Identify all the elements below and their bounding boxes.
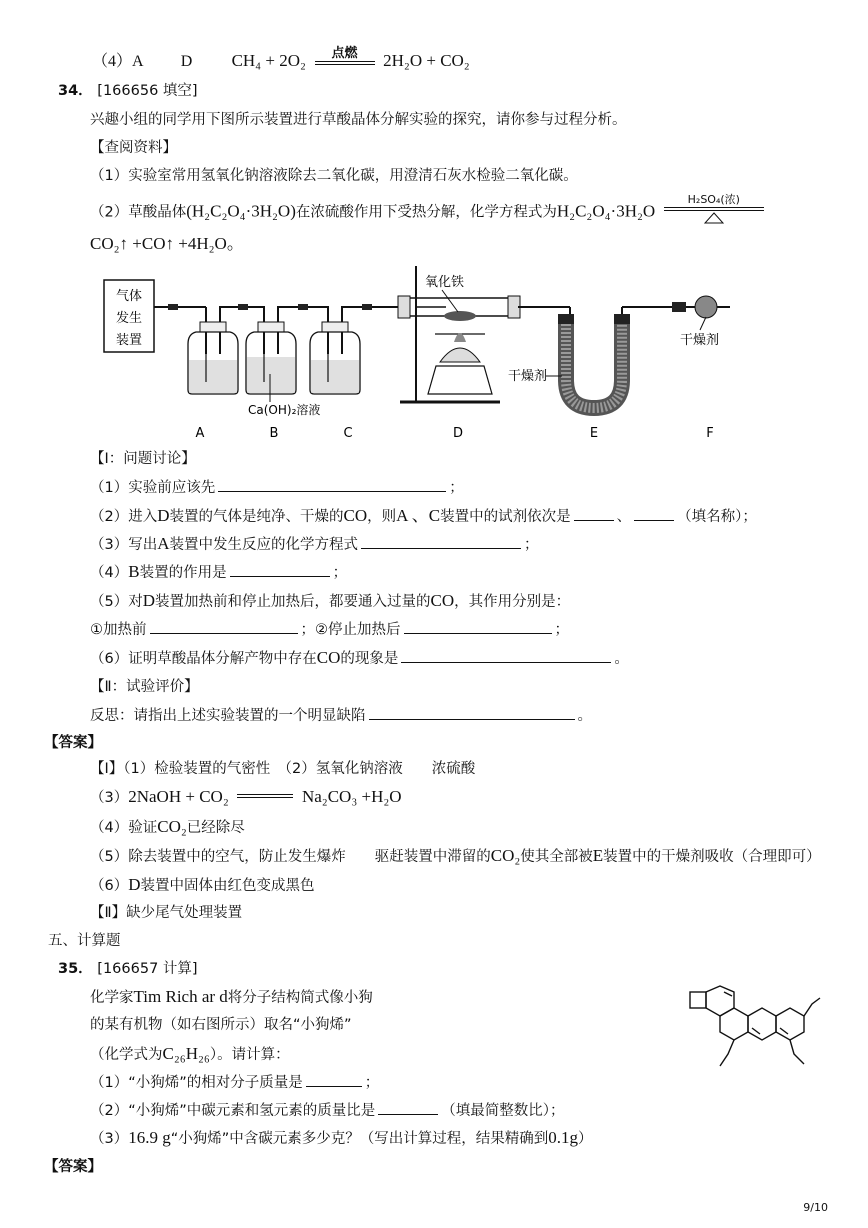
q34-s3-A: A [157,534,170,553]
q34-a5-co2: CO₂ [490,846,521,865]
heat-triangle-icon [704,212,724,224]
q34-s6: （6）证明草酸晶体分解产物中存在CO的现象是 。 [90,648,629,667]
q34-s6-co: CO [316,648,341,667]
q34-s5 [90,590,570,613]
blank-s5-1[interactable] [150,618,298,634]
q34-a3-right: Na₂CO₃ +H₂O [301,787,402,806]
blank-s6[interactable] [401,647,611,663]
q35-p3-mass: 16.9 g [128,1128,171,1147]
page-number: 9/10 [803,1201,828,1214]
q34-eval-text: 反思：请指出上述实验装置的一个明显缺陷 [90,708,366,724]
q34-s1-text: （1）实验前应该先 [90,480,216,496]
q34-a5-c: 装置中的干燥剂吸收（合理即可） [603,849,821,865]
q35-l3-a: （化学式为 [90,1047,163,1063]
q34-s5-c: ，其作用分别是： [454,594,571,610]
q34-s2: （2）进入D装置的气体是纯净、干燥的CO，则A 、C装置中的试剂依次是 、 （填名称）； [90,506,757,525]
bottle-c [310,322,360,394]
q34-a5-a: （5）除去装置中的空气，防止发生爆炸 驱赶装置中滞留的 [90,849,491,865]
q34-a3-label: （3） [90,790,129,806]
prev-answer-line [92,46,470,73]
q34-a1: 【Ⅰ】（1）检验装置的气密性 （2）氢氧化钠溶液 浓硫酸 [90,761,476,777]
q35-p1-text: （1）“小狗烯”的相对分子质量是 [90,1075,303,1091]
q34-a4-a: （4）验证 [90,820,158,836]
gen-text-1: 气体 [115,289,143,304]
q35-l1-b: 将分子结构简式像小狗 [227,990,373,1006]
q35-l1-name: Tim Rich ar d [133,987,228,1006]
q34-s2-co: CO [343,506,368,525]
q34-s4-B: B [128,562,140,581]
q34-ref2-b: 在浓硫酸作用下受热分解，化学方程式为 [295,204,557,221]
q34-s4-b: 装置的作用是 [139,565,227,581]
q34-s2-d: D [157,506,170,525]
blank-s5-2[interactable] [404,618,552,634]
q34-s5-D: D [142,591,156,610]
q34-s1: （1）实验前应该先 ； [90,476,464,499]
molecule-structure-icon [684,984,824,1074]
q35-l1-a: 化学家 [90,990,134,1006]
q35-l3-formula: C₂₆H₂₆ [162,1044,210,1063]
q34-a6-a: （6） [90,878,129,894]
q35-p3-a: （3） [90,1131,129,1147]
q35-p1 [90,1071,379,1094]
q34-a5-b: 使其全部被 [520,849,593,865]
blank-eval[interactable] [369,704,575,720]
gen-text-3: 装置 [115,333,143,348]
q34-ref2-formula: (H₂C₂O₄·3H₂O) [186,201,296,221]
u-tube-e [558,307,692,408]
q34-ref2-right [90,233,244,256]
section-5-title: 五、计算题 [48,933,121,949]
q34-s2-a: （2）进入 [90,509,158,525]
q34-s4-a: （4） [90,565,129,581]
prev-answer: D [180,53,193,70]
label-f: F [706,426,714,441]
q35-p1-end: ； [364,1075,380,1091]
q34-a4-b: 已经除尽 [186,820,245,836]
q35-header [58,958,198,980]
q35-l2: 的某有机物（如右图所示）取名“小狗烯” [90,1017,352,1033]
q34-a6-b: 装置中固体由红色变成黑色 [140,878,315,894]
q35-p3 [90,1127,593,1150]
q34-a3-left: 2NaOH + CO₂ [128,787,229,806]
label-c: C [343,426,353,441]
q35-p3-prec: 0.1g [548,1128,579,1147]
q34-sec2: 【Ⅱ：试验评价】 [90,679,199,695]
q34-s4: （4）B装置的作用是 ； [90,562,348,581]
q35-p2 [90,1099,565,1122]
q34-header [58,80,198,102]
gen-text-2: 发生 [115,311,143,326]
prev-eq-right: 2H₂O + CO₂ [383,51,470,70]
q35-number: 35． [58,961,93,977]
caoh-label: Ca(OH)₂溶液 [248,403,321,417]
q34-s2-e: 装置中的试剂依次是 [440,509,571,525]
q34-s5-b: 装置加热前和停止加热后，都要通入过量的 [155,594,431,610]
q34-ref-title: 【查阅资料】 [90,140,177,156]
q34-s2-c: ，则 [367,509,397,525]
q34-a7: 【Ⅱ】缺少尾气处理装置 [90,905,243,921]
q34-a6 [90,874,315,897]
q35-l3-b: ）。请计算： [209,1047,290,1063]
q34-a3 [90,786,402,809]
q35-p2-text: （2）“小狗烯”中碳元素和氢元素的质量比是 [90,1103,376,1119]
q35-tag: [166657 计算] [97,961,198,977]
blank-q35-2[interactable] [378,1099,438,1115]
prev-label: （4）A [92,53,144,70]
bottle-b [246,322,296,394]
q35-p3-b: “小狗烯”中含碳元素多少克？（写出计算过程，结果精确到 [170,1131,549,1147]
q34-s5-2: ；②停止加热后 [300,622,401,638]
blank-s1[interactable] [218,476,446,492]
blank-q35-1[interactable] [306,1071,362,1087]
q34-s5-co: CO [430,591,455,610]
q34-s2-f: （填名称）； [677,509,757,525]
q34-ref2-eq-left: H₂C₂O₄·3H₂O [556,201,656,221]
prev-condition [315,47,375,65]
drier-label-f: 干燥剂 [680,333,720,348]
label-d: D [452,426,464,441]
apparatus-diagram [100,262,760,442]
label-e: E [589,426,599,441]
q34-a5 [90,845,821,868]
q34-eval: 反思：请指出上述实验装置的一个明显缺陷 。 [90,704,592,727]
q34-ref2 [90,193,768,228]
prev-condition-text: 点燃 [331,46,358,61]
drier-label-e: 干燥剂 [508,369,548,384]
q34-s5-sub: ①加热前 ；②停止加热后 ； [90,618,569,641]
drying-tube-f [672,296,730,318]
q35-l3 [90,1043,290,1066]
q34-ref1: （1）实验室常用氢氧化钠溶液除去二氧化碳，用澄清石灰水检验二氧化碳。 [90,168,578,184]
bottle-a [188,322,238,394]
q34-ref2-condition [664,193,764,224]
blank-s4[interactable] [230,561,330,577]
q34-intro: 兴趣小组的同学用下图所示装置进行草酸晶体分解实验的探究，请你参与过程分析。 [90,112,627,128]
q34-s3-a: （3）写出 [90,537,158,553]
q34-ref2-eq-right: CO₂↑ +CO↑ +4H₂O。 [90,234,244,253]
q34-s2-b: 装置的气体是纯净、干燥的 [169,509,344,525]
q34-tag: [166656 填空] [97,83,198,99]
q34-number: 34． [58,83,93,99]
q34-a4 [90,816,245,839]
q34-s6-a: （6）证明草酸晶体分解产物中存在 [90,651,317,667]
q34-ref2-a: （2）草酸晶体 [90,204,187,221]
q34-s3: （3）写出A装置中发生反应的化学方程式 ； [90,534,539,553]
q34-ans-title: 【答案】 [44,735,102,751]
q34-s5-a: （5）对 [90,594,143,610]
q34-sec1: 【Ⅰ：问题讨论】 [90,451,196,467]
blank-s3[interactable] [361,533,521,549]
q34-a4-co2: CO₂ [157,817,187,836]
q35-p2-end: （填最简整数比）； [441,1103,565,1119]
a3-equals [237,794,293,798]
blank-s2-2[interactable] [634,505,674,521]
q35-l1 [90,986,373,1009]
label-a: A [195,426,205,441]
q35-p3-c: ） [578,1131,593,1147]
q34-s5-1: ①加热前 [90,622,147,638]
prev-eq-left: CH₄ + 2O₂ [231,51,306,70]
q34-s3-b: 装置中发生反应的化学方程式 [169,537,359,553]
q35-ans-title: 【答案】 [44,1159,102,1175]
oxide-label: 氧化铁 [425,275,465,290]
blank-s2-1[interactable] [574,505,614,521]
q34-s2-ac: A 、C [396,506,441,525]
q34-a5-E: E [592,846,604,865]
q34-s6-b: 的现象是 [340,651,399,667]
label-b: B [269,426,279,441]
q34-ref2-cond-text: H₂SO₄(浓) [687,193,740,206]
q34-a6-D: D [128,875,141,894]
